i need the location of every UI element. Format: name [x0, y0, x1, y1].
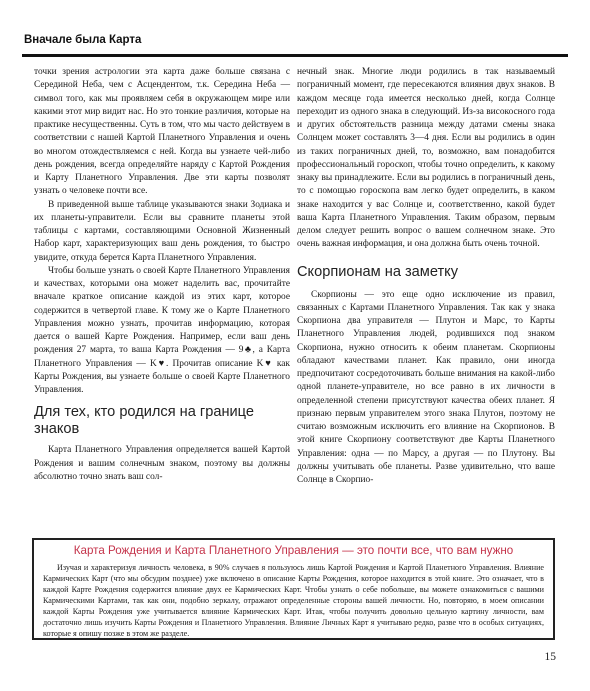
paragraph: В приведенной выше таблице указываются знаки Зодиака и их планеты-управители. Если вы сравните планеты этой таблицы с картами, составляющими Основной Жизненный Набор карт, характеризующих ваш день рождения, то быстро увидите, откуда берется Карта Планетного Управления. [34, 199, 290, 263]
callout-title: Карта Рождения и Карта Планетного Управления — это почти все, что вам нужно [73, 544, 514, 557]
left-column [34, 66, 290, 484]
paragraph: нечный знак. Многие люди родились в так называемый пограничный момент, где пересекаются влияния двух знаков. В каждом месяце года имеется несколько дней, когда Солнце переходит из одного знака в следующий. Из-за високосного года и других обстоятельств разница между датами смены знака Солнцем может составлять 3—4 дня. Если вы родились в один из таких пограничных дней, то, возможно, вам понадобится профессиональный гороскоп, чтобы точно определить, к какому знаку вы принадлежите. Если вы родились в пограничный день, то с помощью гороскопа вам легко будет определить, в каком знаке находится у вас Солнце и, соответственно, какой будет ваша Карта Планетного Управления. Таким образом, первым делом следует решить вопрос о вашем солнечном знаке. Это очень важная информация, и она должна быть очень точной. [297, 67, 555, 250]
callout-box [32, 538, 555, 640]
paragraph: Чтобы больше узнать о своей Карте Планетного Управления и качествах, которыми она может наделить вас, прочитайте вначале краткое описание каждой из этих карт, которое содержится в четвертой главе. К тому же о Карте Планетного Управления можно узнать, прочитав информацию, которая дается о вашей Карте Рождения. Например, если ваш день рождения 27 марта, то ваша Карта Рождения — 9♣, а Карта Планетного Управления — K♥. Прочитав описание K♥ как Карты Рождения, вы узнаете больше о своей Карте Планетного Управления. [34, 265, 290, 395]
section-heading: Для тех, кто родился на границе знаков [34, 404, 254, 438]
section-heading: Скорпионам на заметку [297, 263, 458, 280]
callout-body: Изучая и характеризуя личность человека, в 90% случаев я пользуюсь лишь Картой Рождения и Картой Планетного Управления. Влияние Кармических Карт (что мы обсудим позднее) уже включено в описание Карты Рождения, которое находится в этой книге. Это означает, что в каждой Карте Рождения содержится влияние двух ее Кармических Карт. Чтобы узнать о себе побольше, вы можете ознакомиться с вашими Кармическими Картами, так как они, подобно зеркалу, отражают определенные стороны вашей личности. Но, повторяю, в моем описании каждой Карты Рождения уже учитывается влияние Кармических Карт. Итак, чтобы получить довольно цельную картину личности, вам достаточно лишь изучить Карты Рождения и Планетного Управления. Влияние Личных Карт я учитываю редко, разве что в особых ситуациях, которые я опишу позже в этом же разделе. [43, 563, 544, 638]
paragraph: Карта Планетного Управления определяется вашей Картой Рождения и вашим солнечным знаком, поэтому вы должны абсолютно точно знать ваш сол- [34, 445, 290, 482]
page-number: 15 [544, 651, 556, 663]
paragraph: точки зрения астрологии эта карта даже больше связана с Серединой Неба, чем с Асцендентом, т.к. Середина Неба — символ того, как мы проявляем себя в окружающем мире или какими этот мир видит нас. Но это тонкие различия, которые на практике несущественны. Суть в том, что мы часто действуем в соответствии с нашей Картой Планетного Управления и очень во многом отождествляемся с ней. Когда вы узнаете чей-либо день рождения, всегда определяйте наряду с Картой Рождения и Карту Планетного Управления. Две эти карты позволят узнать о человеке почти все. [34, 67, 290, 197]
paragraph: Скорпионы — это еще одно исключение из правил, связанных с Картами Планетного Управления. Так как у знака Скорпиона два управителя — Плутон и Марс, то Карты Планетного Управления людей, родившихся под знаком Скорпиона, нужно относить к обеим планетам. Скорпионы обладают качествами планет. Как правило, они иногда предпочитают сосредоточивать больше внимания на какой-либо одной планете-управителе, но все равно в их личности в определенной степени присутствуют качества обеих планет. Я признаю первым управителем этого знака Плутон, поэтому не считаю возможным исключить его влияние на Скорпионов. В этой книге Скорпиону соответствуют две Карты Планетного Управления: одна — по Марсу, а другая — по Плутону. Вы должны учитывать обе планеты. Разве удивительно, что ваше Солнце в Скорпио- [297, 289, 555, 485]
running-head: Вначале была Карта [24, 34, 142, 46]
header-rule [22, 54, 568, 57]
right-column [297, 66, 555, 487]
